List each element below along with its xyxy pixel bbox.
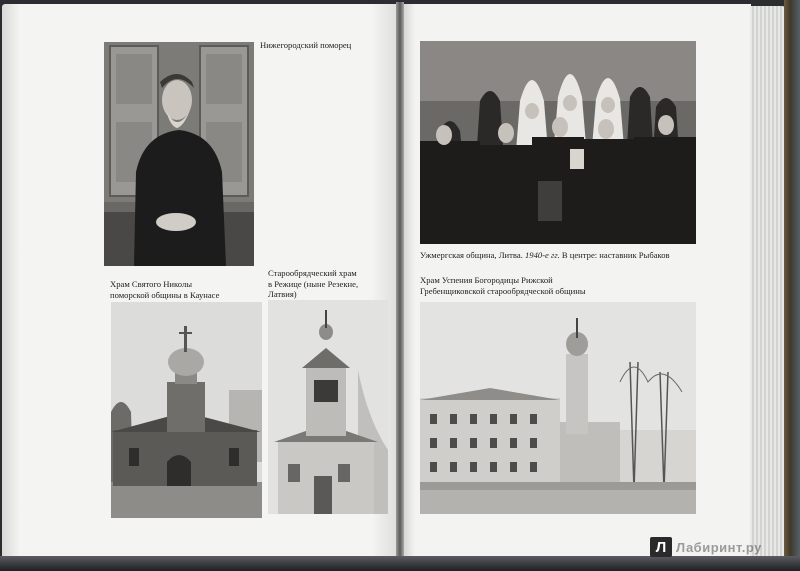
labirint-watermark-text: Лабиринт.ру xyxy=(676,539,762,555)
photo-pomorets xyxy=(104,42,254,266)
caption-assumption-line-2: Гребенщиковской старообрядческой общины xyxy=(420,285,586,296)
caption-pomorets: Нижегородский поморец xyxy=(260,40,352,50)
caption-nicholas-church xyxy=(110,279,219,300)
caption-assumption-line-1: Храм Успения Богородицы Рижской xyxy=(420,275,553,285)
caption-rezekne-line-3: Латвия) xyxy=(268,289,297,299)
caption-rezekne-church xyxy=(268,268,358,300)
caption-rezekne-line-2: в Режице (ныне Резекне, xyxy=(268,278,359,289)
photo-rezekne-church xyxy=(268,300,388,514)
caption-community-rest: В центре: наставник Рыбаков xyxy=(561,250,670,260)
caption-rezekne-line-1: Старообрядческий храм xyxy=(268,268,357,278)
caption-community-place: Ужмергская община, Литва. xyxy=(420,250,523,260)
caption-assumption-church xyxy=(420,275,586,296)
photo-uzhmerga-community xyxy=(420,41,696,244)
caption-nicholas-line-2: поморской общины в Каунасе xyxy=(110,289,220,300)
book-gutter xyxy=(396,2,404,562)
book-cover-edge xyxy=(784,0,800,571)
labirint-watermark xyxy=(650,535,790,559)
labirint-logo-icon: Л xyxy=(650,537,672,557)
photo-nicholas-church xyxy=(111,302,262,518)
caption-community-date: 1940-е гг. xyxy=(524,250,560,260)
photo-assumption-church xyxy=(420,302,696,514)
caption-community xyxy=(420,250,670,261)
page-edges xyxy=(750,6,786,561)
caption-nicholas-line-1: Храм Святого Николы xyxy=(110,279,193,289)
